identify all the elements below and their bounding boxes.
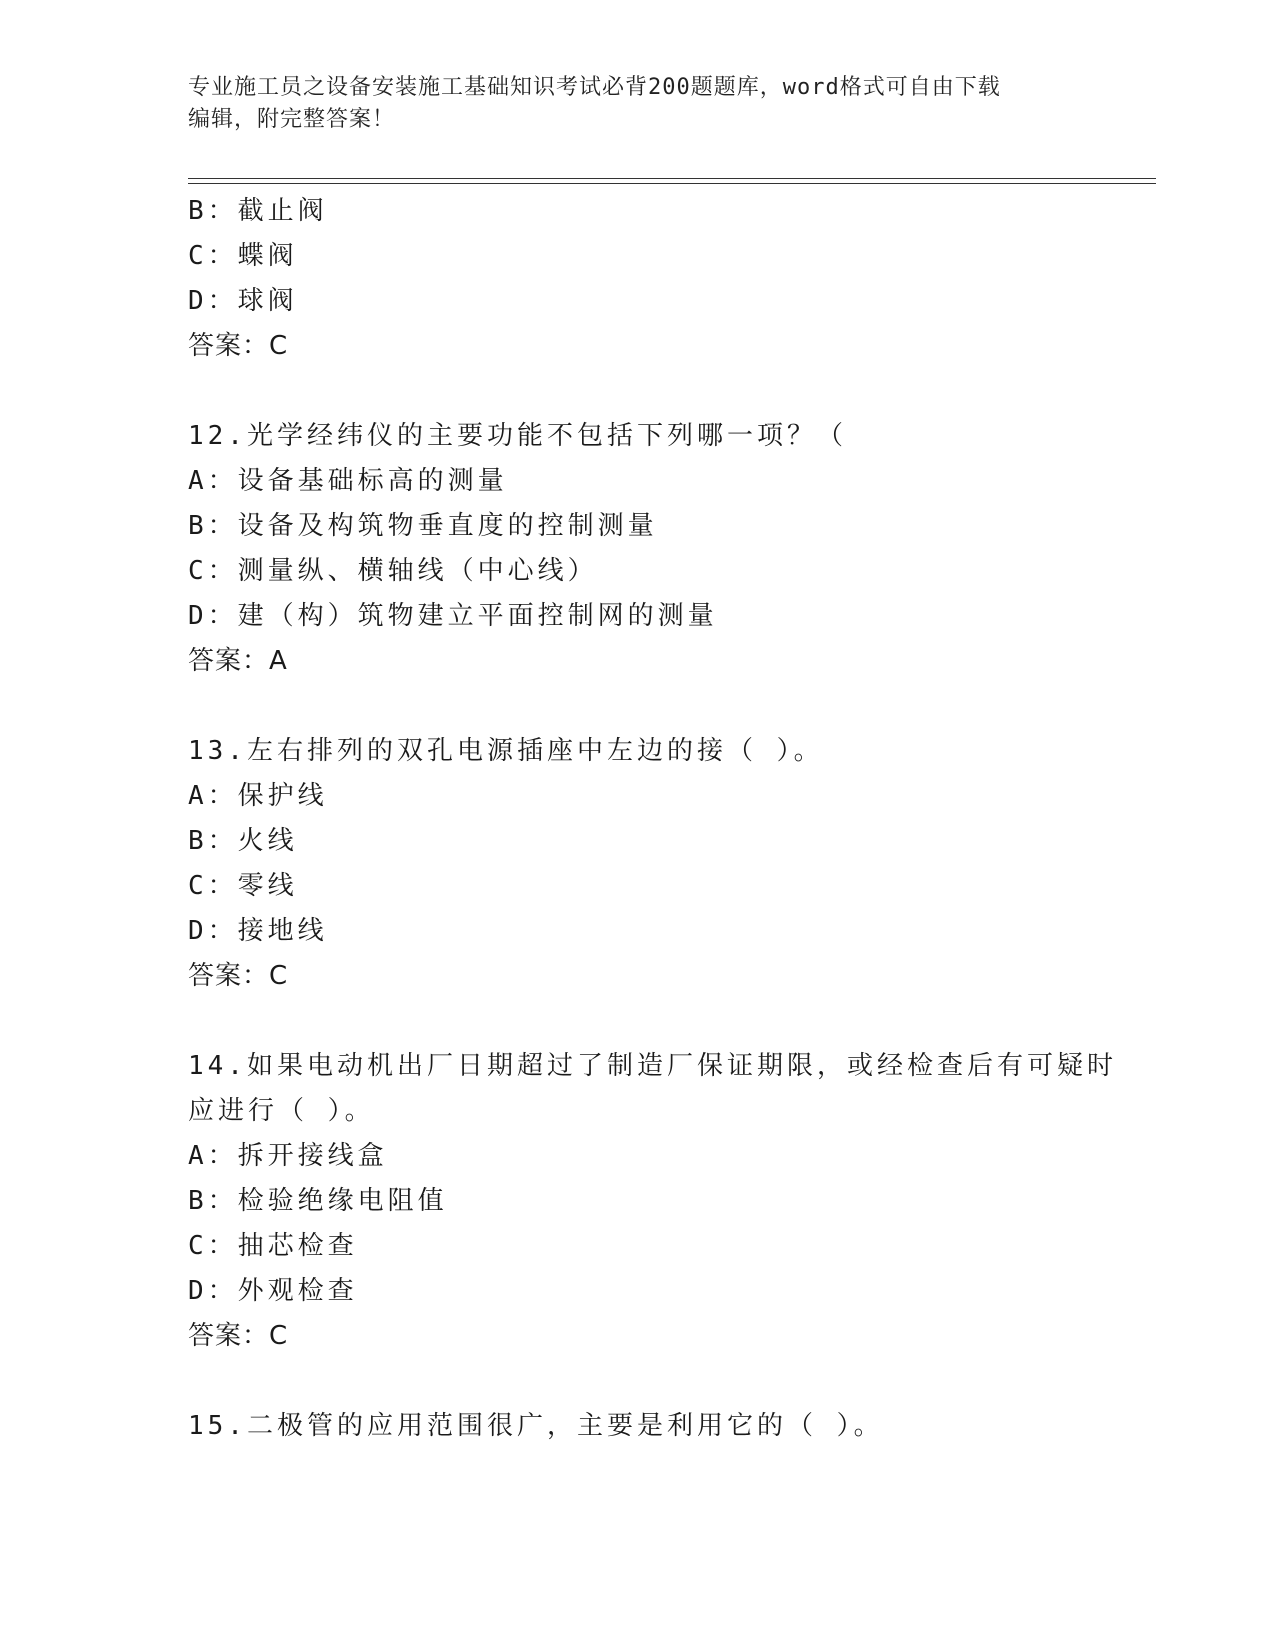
header-title-line2: 编辑，附完整答案！ [188, 107, 396, 132]
q14-question-line1: 14.如果电动机出厂日期超过了制造厂保证期限，或经检查后有可疑时 [188, 1051, 1117, 1081]
q14-answer: 答案：C [188, 1321, 289, 1351]
document-header [188, 72, 1088, 136]
q12-answer: 答案：A [188, 646, 288, 676]
q12-option-c: C：测量纵、横轴线（中心线） [188, 556, 598, 586]
header-title-line1: 专业施工员之设备安装施工基础知识考试必背200题题库，word格式可自由下载 [188, 75, 1001, 100]
q13-answer: 答案：C [188, 961, 289, 991]
q13-option-b: B：火线 [188, 826, 298, 856]
q13-option-a: A：保护线 [188, 781, 328, 811]
q12-option-d: D：建（构）筑物建立平面控制网的测量 [188, 601, 718, 631]
q14-option-b: B：检验绝缘电阻值 [188, 1186, 448, 1216]
q11-option-b: B：截止阀 [188, 196, 328, 226]
header-divider-bottom [188, 183, 1156, 184]
header-divider-top [188, 178, 1156, 179]
q14-option-a: A：拆开接线盒 [188, 1141, 388, 1171]
q12-option-a: A：设备基础标高的测量 [188, 466, 508, 496]
q15-question: 15.二极管的应用范围很广，主要是利用它的（ ）。 [188, 1411, 884, 1441]
q14-option-c: C：抽芯检查 [188, 1231, 358, 1261]
q11-option-c: C：蝶阀 [188, 241, 298, 271]
q13-option-d: D：接地线 [188, 916, 328, 946]
q11-option-d: D：球阀 [188, 286, 298, 316]
q11-answer: 答案：C [188, 331, 289, 361]
q13-question: 13.左右排列的双孔电源插座中左边的接（ ）。 [188, 736, 824, 766]
q12-question: 12.光学经纬仪的主要功能不包括下列哪一项？（ [188, 421, 847, 451]
q13-option-c: C：零线 [188, 871, 298, 901]
q12-option-b: B：设备及构筑物垂直度的控制测量 [188, 511, 658, 541]
q14-option-d: D：外观检查 [188, 1276, 358, 1306]
q14-question-line2: 应进行（ ）。 [188, 1096, 375, 1126]
